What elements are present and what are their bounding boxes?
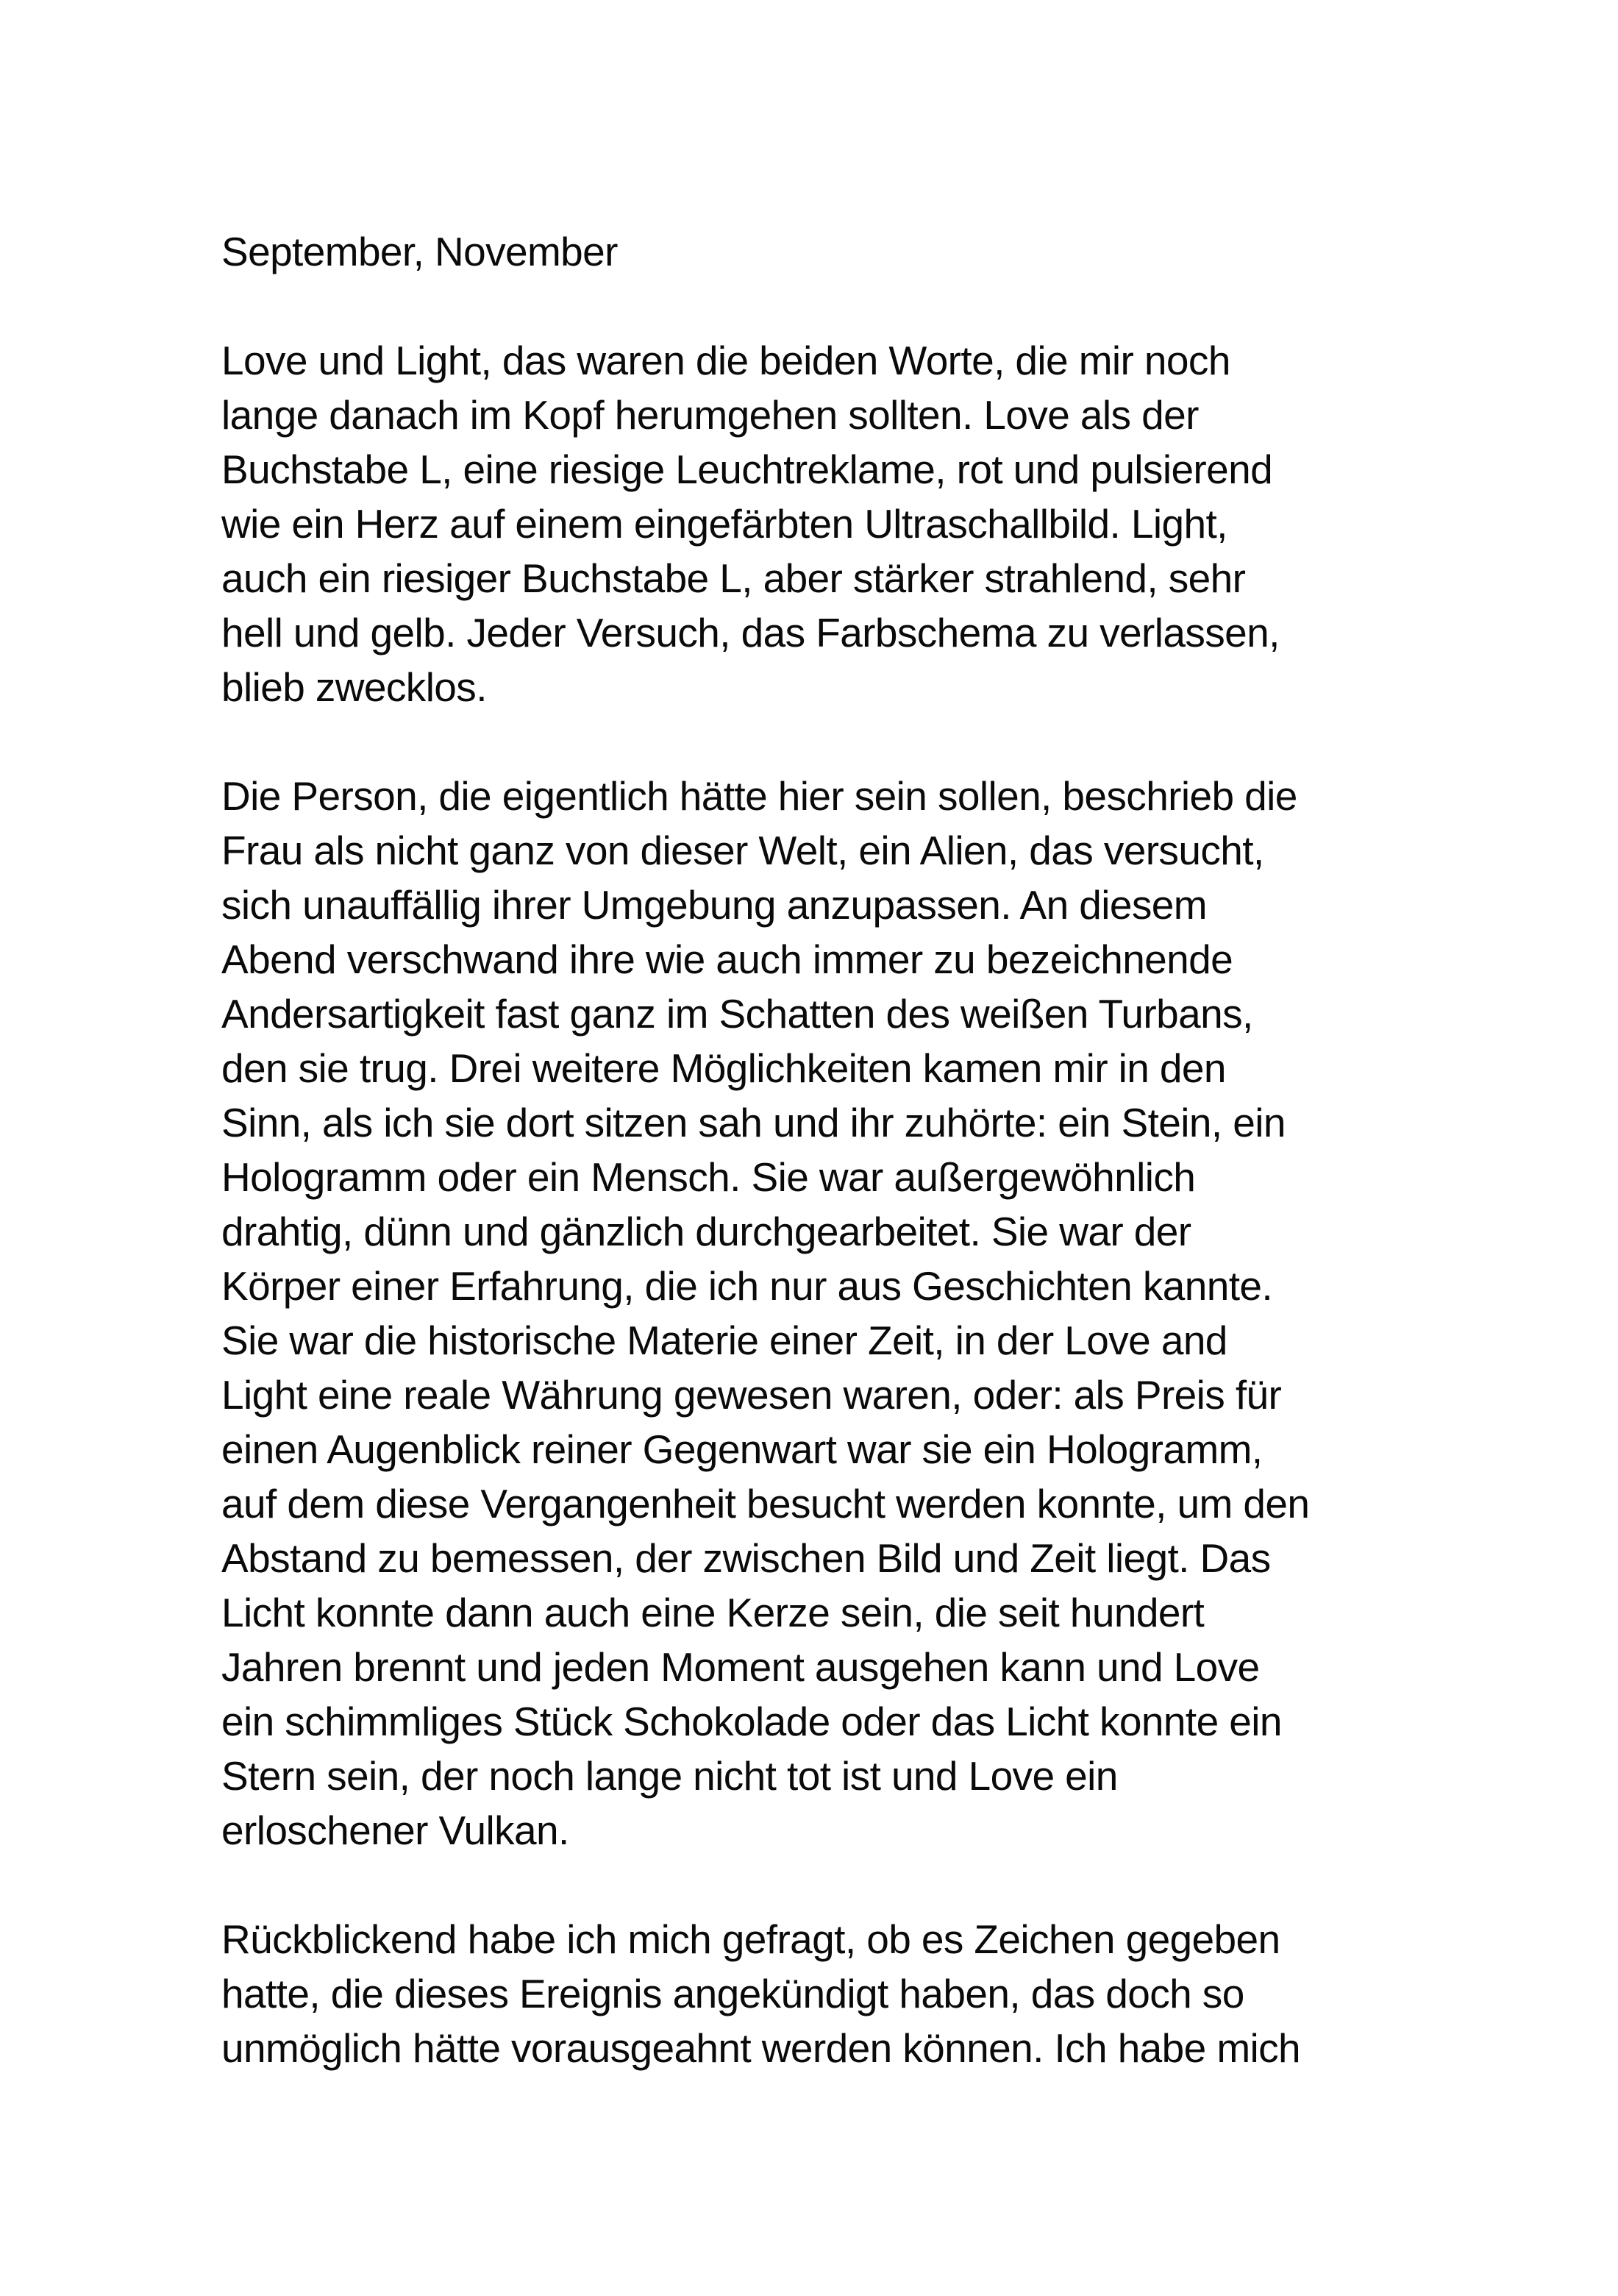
paragraph-line: wie ein Herz auf einem eingefärbten Ultraschallbild. Light, [221, 501, 1227, 547]
paragraph-line: Körper einer Erfahrung, die ich nur aus Geschichten kannte. [221, 1263, 1273, 1309]
paragraph-line: den sie trug. Drei weitere Möglichkeiten kamen mir in den [221, 1045, 1226, 1091]
paragraph-1 [221, 333, 1472, 714]
document-title: September, November [221, 229, 618, 274]
paragraph-line: auf dem diese Vergangenheit besucht werden konnte, um den [221, 1481, 1310, 1526]
paragraph-line: Light eine reale Währung gewesen waren, oder: als Preis für [221, 1372, 1282, 1418]
paragraph-line: hell und gelb. Jeder Versuch, das Farbschema zu verlassen, [221, 610, 1280, 655]
paragraph-line: Stern sein, der noch lange nicht tot ist und Love ein [221, 1753, 1118, 1799]
paragraph-line: sich unauffällig ihrer Umgebung anzupassen. An diesem [221, 882, 1207, 928]
paragraph-line: Hologramm oder ein Mensch. Sie war außergewöhnlich [221, 1154, 1196, 1200]
paragraph-line: lange danach im Kopf herumgehen sollten. Love als der [221, 392, 1199, 438]
paragraph-line: unmöglich hätte vorausgeahnt werden können. Ich habe mich [221, 2025, 1301, 2071]
paragraph-2 [221, 769, 1472, 1858]
paragraph-line: Buchstabe L, eine riesige Leuchtreklame, rot und pulsierend [221, 447, 1273, 492]
paragraph-line: Sinn, als ich sie dort sitzen sah und ihr zuhörte: ein Stein, ein [221, 1100, 1286, 1145]
paragraph-line: einen Augenblick reiner Gegenwart war sie ein Hologramm, [221, 1426, 1263, 1472]
paragraph-3 [221, 1912, 1472, 2075]
paragraph-line: Jahren brennt und jeden Moment ausgehen kann und Love [221, 1644, 1260, 1690]
paragraph-line: Rückblickend habe ich mich gefragt, ob es Zeichen gegeben [221, 1916, 1280, 1962]
paragraph-line: blieb zwecklos. [221, 664, 487, 710]
paragraph-line: erloschener Vulkan. [221, 1808, 569, 1853]
paragraph-line: Licht konnte dann auch eine Kerze sein, die seit hundert [221, 1590, 1205, 1635]
paragraph-line: Die Person, die eigentlich hätte hier sein sollen, beschrieb die [221, 773, 1297, 819]
paragraph-line: drahtig, dünn und gänzlich durchgearbeitet. Sie war der [221, 1209, 1191, 1254]
paragraph-line: hatte, die dieses Ereignis angekündigt haben, das doch so [221, 1971, 1244, 2016]
paragraph-line: Abend verschwand ihre wie auch immer zu bezeichnende [221, 936, 1233, 982]
paragraph-line: Abstand zu bemessen, der zwischen Bild und Zeit liegt. Das [221, 1535, 1271, 1581]
paragraph-line: ein schimmliges Stück Schokolade oder das Licht konnte ein [221, 1699, 1282, 1744]
paragraph-line: Sie war die historische Materie einer Zeit, in der Love and [221, 1318, 1227, 1363]
paragraph-line: Frau als nicht ganz von dieser Welt, ein Alien, das versucht, [221, 828, 1264, 873]
document-body [221, 224, 1472, 2075]
paragraph-line: Andersartigkeit fast ganz im Schatten des weißen Turbans, [221, 991, 1253, 1037]
paragraph-line: Love und Light, das waren die beiden Worte, die mir noch [221, 338, 1230, 383]
paragraph-line: auch ein riesiger Buchstabe L, aber stärker strahlend, sehr [221, 555, 1246, 601]
